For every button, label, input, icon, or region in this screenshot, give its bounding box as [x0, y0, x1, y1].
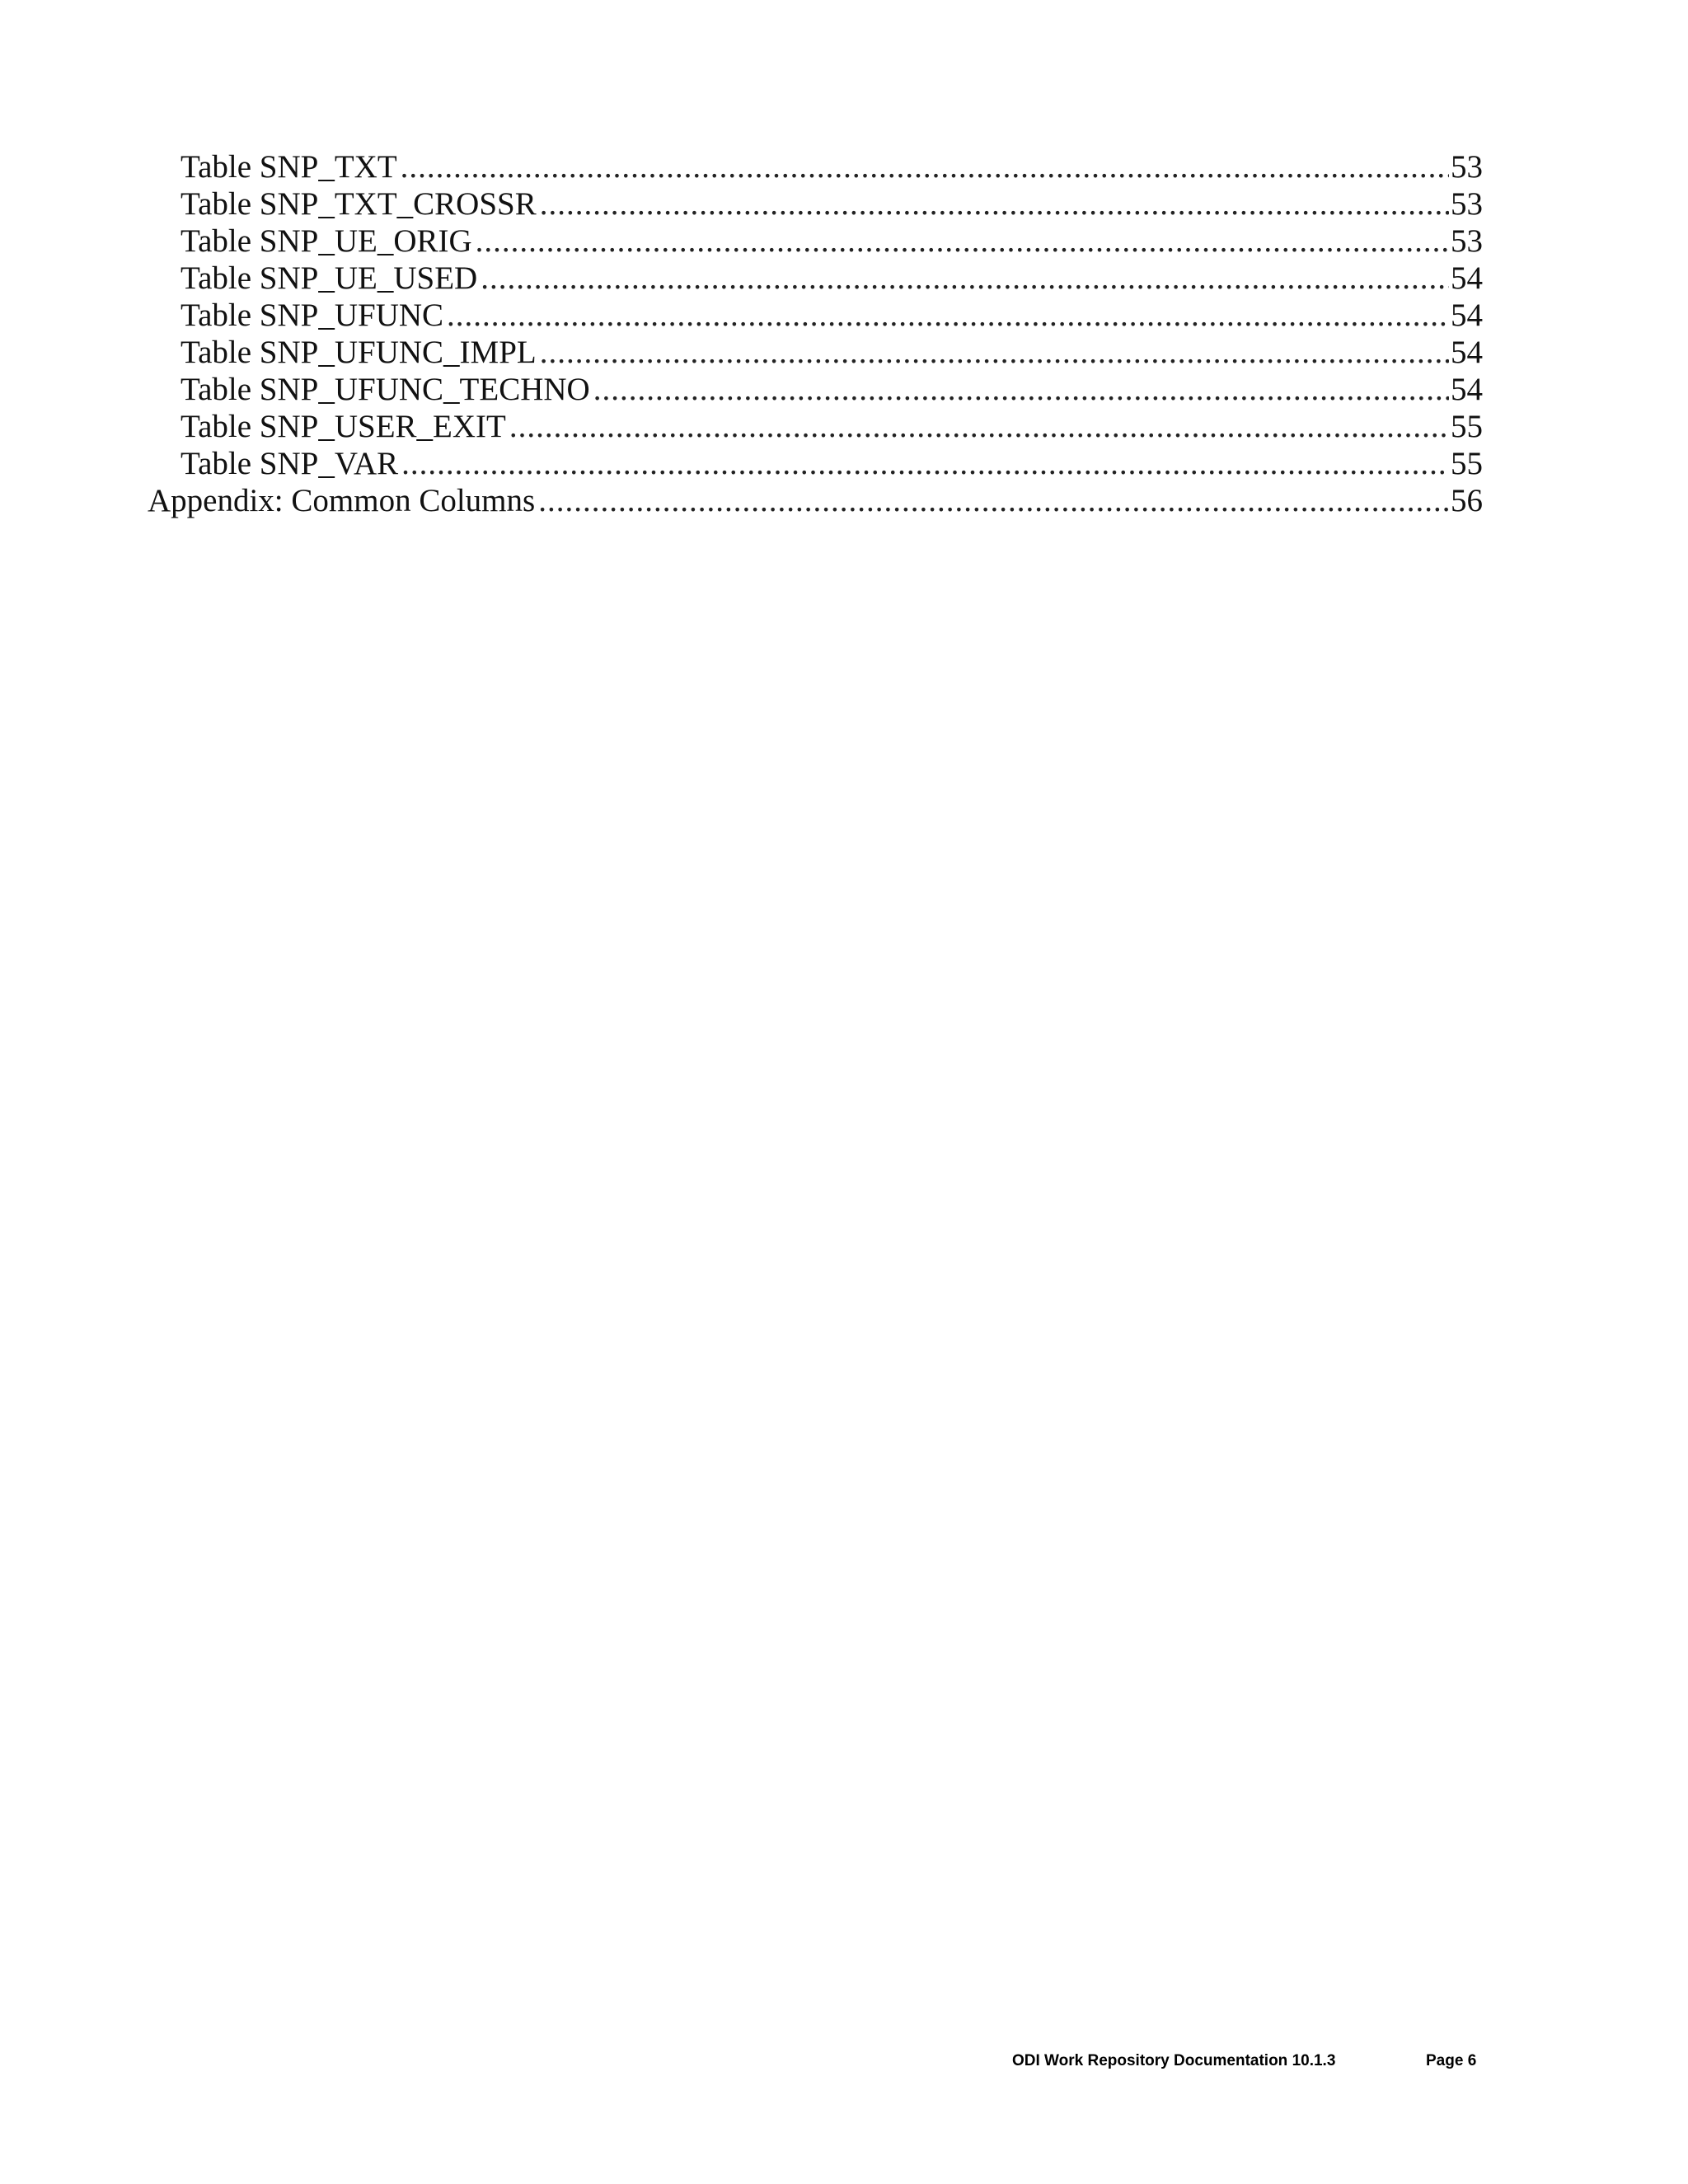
toc-entry-title: Table SNP_TXT_CROSSR [181, 186, 537, 222]
toc-entry-title: Appendix: Common Columns [148, 483, 536, 518]
toc-entry-snp-txt[interactable] [181, 148, 1483, 185]
toc-entry-title: Table SNP_VAR [181, 446, 399, 481]
toc-leader-dots [476, 223, 1449, 260]
toc-entry-title: Table SNP_UE_USED [181, 260, 478, 296]
toc-entry-title: Table SNP_UFUNC [181, 298, 444, 333]
toc-entry-page: 53 [1451, 149, 1483, 185]
toc-entry-snp-txt-crossr[interactable] [181, 185, 1483, 223]
toc-entry-snp-ue-orig[interactable] [181, 223, 1483, 260]
footer-page-number: Page 6 [1426, 2052, 1477, 2069]
toc-leader-dots [540, 185, 1449, 223]
toc-entry-title: Table SNP_UFUNC_IMPL [181, 335, 537, 370]
toc-leader-dots [401, 445, 1449, 482]
toc-entry-page: 54 [1451, 260, 1483, 296]
toc-entry-title: Table SNP_TXT [181, 149, 397, 185]
toc-entry-title: Table SNP_UFUNC_TECHNO [181, 372, 590, 407]
toc-entry-page: 54 [1451, 298, 1483, 333]
toc-entry-snp-ufunc[interactable] [181, 297, 1483, 334]
footer-document-title: ODI Work Repository Documentation 10.1.3 [1012, 2052, 1336, 2069]
toc-leader-dots [481, 260, 1449, 297]
toc-leader-dots [447, 297, 1449, 334]
toc-entry-snp-ue-used[interactable] [181, 260, 1483, 297]
toc-entry-snp-user-exit[interactable] [181, 408, 1483, 445]
toc-leader-dots [509, 408, 1449, 445]
toc-entry-page: 53 [1451, 186, 1483, 222]
toc-entry-page: 53 [1451, 223, 1483, 259]
toc-leader-dots [401, 148, 1449, 185]
toc-entry-appendix-common-columns[interactable] [148, 482, 1483, 519]
toc-entry-page: 54 [1451, 335, 1483, 370]
toc-entry-snp-var[interactable] [181, 445, 1483, 482]
toc-entry-page: 56 [1451, 483, 1483, 518]
toc-entry-snp-ufunc-techno[interactable] [181, 371, 1483, 408]
toc-leader-dots [593, 371, 1449, 408]
toc-leader-dots [538, 482, 1449, 519]
toc-entry-snp-ufunc-impl[interactable] [181, 334, 1483, 371]
toc-entry-page: 55 [1451, 446, 1483, 481]
toc-entry-page: 55 [1451, 409, 1483, 444]
toc-entry-title: Table SNP_USER_EXIT [181, 409, 506, 444]
table-of-contents [0, 148, 1688, 519]
toc-entry-page: 54 [1451, 372, 1483, 407]
toc-entry-title: Table SNP_UE_ORIG [181, 223, 472, 259]
toc-leader-dots [540, 334, 1449, 371]
